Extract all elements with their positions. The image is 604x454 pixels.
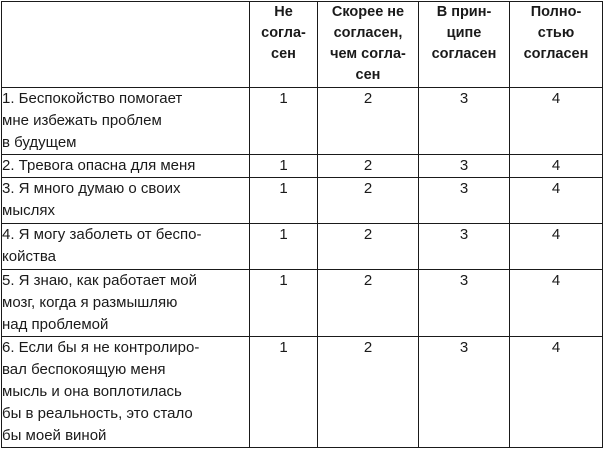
statement-line: мыслях <box>2 202 55 219</box>
score-cell: 3 <box>419 337 510 448</box>
score-cell: 4 <box>510 178 603 224</box>
score-cell: 4 <box>510 88 603 155</box>
statement-line: 6. Если бы я не контролиро- <box>2 339 200 356</box>
column-header-line: сен <box>271 46 296 62</box>
score-cell: 2 <box>318 270 419 337</box>
statement-cell <box>2 178 250 224</box>
column-header-line: ципе <box>446 25 482 41</box>
column-header-line: согласен <box>523 46 589 62</box>
score-cell: 3 <box>419 178 510 224</box>
statement-line: в будущем <box>2 134 77 151</box>
statement-line: 2. Тревога опасна для меня <box>2 157 196 174</box>
score-cell: 4 <box>510 155 603 178</box>
column-header-line: Не <box>274 4 293 20</box>
column-header-line: Скорее не <box>331 4 405 20</box>
table-row <box>2 337 603 448</box>
statement-line: над проблемой <box>2 316 109 333</box>
statement-line: койства <box>2 248 56 265</box>
score-cell: 1 <box>250 224 318 270</box>
score-cell: 2 <box>318 155 419 178</box>
header-row <box>2 2 603 88</box>
statement-line: мысль и она воплотилась <box>2 383 182 400</box>
column-header-fully-agree <box>510 2 603 88</box>
score-cell: 3 <box>419 155 510 178</box>
statement-line: мне избежать проблем <box>2 112 162 129</box>
column-header-line: согла- <box>261 25 306 41</box>
statement-cell <box>2 224 250 270</box>
column-header-line: согласен <box>431 46 497 62</box>
table-row <box>2 88 603 155</box>
column-header-disagree <box>250 2 318 88</box>
statement-cell <box>2 155 250 178</box>
column-header-mostly-agree <box>419 2 510 88</box>
statement-line: бы в реальность, это стало <box>2 405 193 422</box>
column-header-line: стью <box>537 25 575 41</box>
score-cell: 1 <box>250 88 318 155</box>
column-header-line: Полно- <box>530 4 582 20</box>
statement-line: мозг, когда я размышляю <box>2 294 178 311</box>
table-row <box>2 178 603 224</box>
statement-cell <box>2 270 250 337</box>
table-row <box>2 155 603 178</box>
score-cell: 3 <box>419 88 510 155</box>
statement-cell <box>2 88 250 155</box>
statement-line: вал беспокоящую меня <box>2 361 166 378</box>
statement-line: бы моей виной <box>2 427 107 444</box>
column-header-line: согласен, <box>333 25 403 41</box>
score-cell: 2 <box>318 88 419 155</box>
score-cell: 1 <box>250 270 318 337</box>
table-row <box>2 270 603 337</box>
score-cell: 3 <box>419 224 510 270</box>
score-cell: 4 <box>510 224 603 270</box>
score-cell: 4 <box>510 270 603 337</box>
score-cell: 1 <box>250 178 318 224</box>
statement-line: 5. Я знаю, как работает мой <box>2 272 197 289</box>
column-header-line: В прин- <box>436 4 492 20</box>
score-cell: 2 <box>318 224 419 270</box>
statement-line: 4. Я могу заболеть от беспо- <box>2 226 202 243</box>
questionnaire-table <box>1 1 603 448</box>
score-cell: 2 <box>318 178 419 224</box>
statement-cell <box>2 337 250 448</box>
table-row <box>2 224 603 270</box>
score-cell: 4 <box>510 337 603 448</box>
column-header-rather-disagree <box>318 2 419 88</box>
statement-line: 1. Беспокойство помогает <box>2 90 183 107</box>
header-corner-cell <box>2 2 250 88</box>
statement-line: 3. Я много думаю о своих <box>2 180 181 197</box>
score-cell: 1 <box>250 155 318 178</box>
column-header-line: чем согла- <box>330 46 406 62</box>
score-cell: 2 <box>318 337 419 448</box>
column-header-line: сен <box>355 67 381 83</box>
score-cell: 1 <box>250 337 318 448</box>
score-cell: 3 <box>419 270 510 337</box>
